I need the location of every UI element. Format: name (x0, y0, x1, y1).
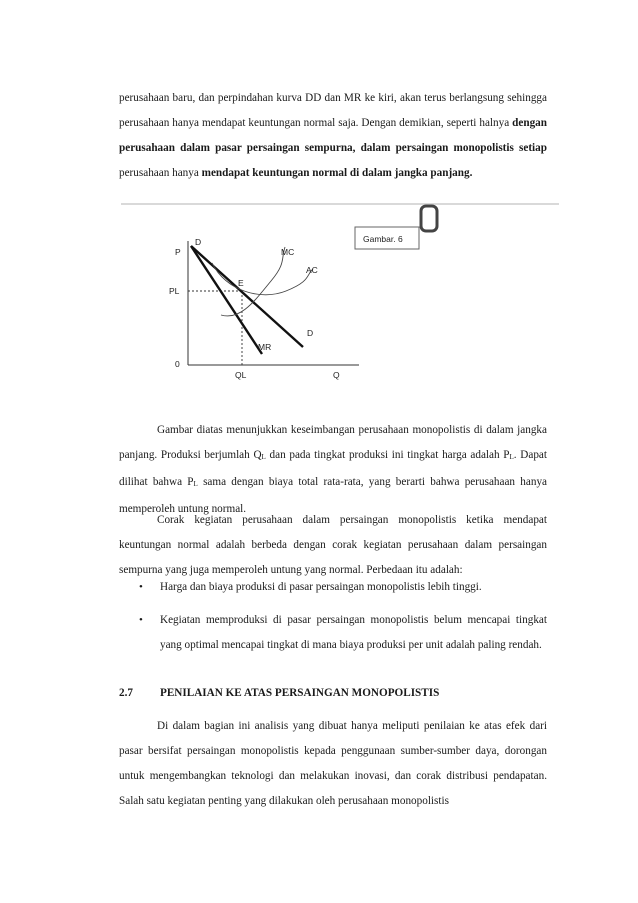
subscript-pl-2: L (193, 480, 198, 488)
list-item (119, 608, 547, 658)
label-p: P (175, 247, 181, 257)
label-d-bottom: D (307, 328, 314, 338)
paragraph-assessment: Di dalam bagian ini analisis yang dibuat hanya meliputi penilaian ke atas efek dari pasar bersifat persaingan monopolistis kepada penggunaan sumber-sumber daya, dorongan untuk mengembangkan teknologi dan melakukan inovasi, dan corak distribusi pendapatan. Salah satu kegiatan penting yang dilakukan oleh perusahaan monopolistis (119, 720, 547, 807)
label-ac: AC (306, 265, 318, 275)
paragraph-intro-text-2: perusahaan hanya (119, 167, 202, 179)
section-title: PENILAIAN KE ATAS PERSAINGAN MONOPOLISTIS (160, 687, 440, 699)
section-number: 2.7 (119, 687, 133, 699)
paragraph-intro-bold-1: dengan perusahaan dalam pasar persaingan sempurna, dalam persaingan monopolistis setiap (119, 117, 547, 154)
figure-monopolistic-equilibrium (121, 203, 559, 403)
label-pl: PL (169, 286, 180, 296)
paragraph-intro (119, 86, 547, 186)
label-mr: MR (258, 342, 272, 352)
label-e: E (238, 278, 244, 288)
label-d-top: D (195, 237, 202, 247)
label-origin: 0 (175, 359, 180, 369)
list-item-text: Harga dan biaya produksi di pasar persaingan monopolistis lebih tinggi. (160, 581, 482, 593)
subscript-ql: L (261, 453, 266, 461)
paragraph-figure-explanation (119, 418, 547, 522)
subscript-pl-1: L (509, 453, 514, 461)
bullet-icon: • (139, 614, 143, 626)
difference-list (119, 575, 547, 658)
paragraph-intro-text-1: perusahaan baru, dan perpindahan kurva DD dan MR ke kiri, akan terus berlangsung sehingga perusahaan hanya mendapat keuntungan normal saja. Dengan demikian, seperti halnya (119, 92, 547, 129)
paragraph-intro-bold-2: mendapat keuntungan normal di dalam jangka panjang. (201, 167, 473, 179)
paragraph-fig-text-3: . Dapat dilihat bahwa P (119, 449, 548, 488)
list-item-text: Kegiatan memproduksi di pasar persaingan monopolistis belum mencapai tingkat yang optimal mencapai tingkat di mana biaya produksi per unit adalah paling rendah. (160, 614, 547, 651)
paragraph-fig-text-4: sama dengan biaya total rata-rata, yang berarti bahwa perusahaan hanya memperoleh untung normal. (119, 476, 547, 515)
label-mc: MC (281, 247, 295, 257)
list-item (119, 575, 547, 600)
paragraph-fig-text-2: dan pada tingkat produksi ini tingkat harga adalah P (265, 449, 510, 461)
section-heading (119, 683, 547, 703)
paragraph-fig-text-1: Gambar diatas menunjukkan keseimbangan perusahaan monopolistis di dalam jangka panjang. Produksi berjumlah Q (119, 424, 547, 461)
label-q: Q (333, 370, 340, 380)
figure-graph (121, 203, 559, 403)
paragraph-comparison: Corak kegiatan perusahaan dalam persaingan monopolistis ketika mendapat keuntungan normal adalah berbeda dengan corak kegiatan perusahaan dalam persaingan sempurna yang juga memperoleh untung yang normal. Perbedaan itu adalah: (119, 514, 547, 576)
bullet-icon: • (139, 581, 143, 593)
label-ql: QL (235, 370, 247, 380)
figure-caption: Gambar. 6 (363, 234, 403, 244)
